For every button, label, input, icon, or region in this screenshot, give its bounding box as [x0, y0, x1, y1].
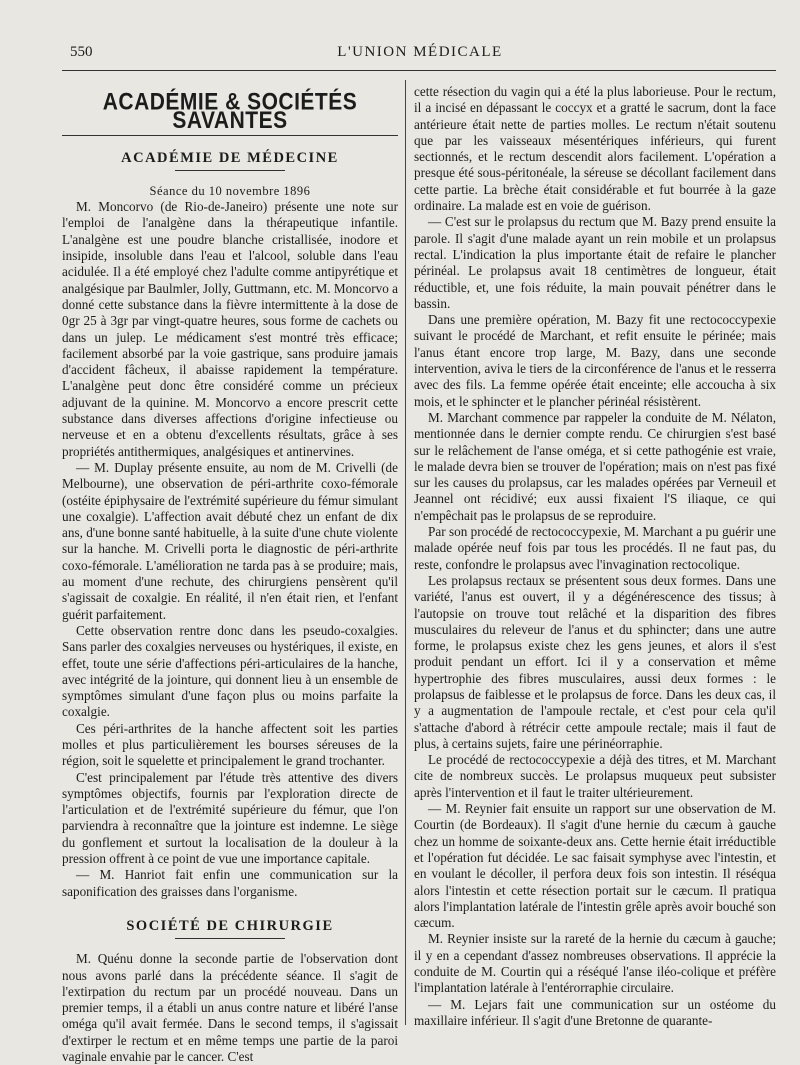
running-head: [70, 44, 770, 66]
page-number: 550: [70, 44, 93, 60]
paragraph: Cette observation rentre donc dans les pseudo-coxalgies. Sans parler des coxalgies nerveuses ou hystériques, il existe, en effet, toute une série d'affections péri-articulaires de la hanche, avec intégrité de la jointure, qui donnent lieu à un ensemble de symptômes simulant d'une façon plus ou moins parfaite la coxalgie.: [62, 622, 398, 720]
paragraph: C'est principalement par l'étude très attentive des divers symptômes objectifs, fournis par l'exploration directe de l'articulation et de l'extrémité supérieure du fémur, que l'on parviendra à reconnaître que la jointure est indemne. Le siège du gonflement et surtout la localisation de la douleur à la pression offrent à ce point de vue une importance capitale.: [62, 769, 398, 867]
academie-title: ACADÉMIE DE MÉDECINE: [121, 149, 339, 166]
paragraph: — M. Lejars fait une communication sur un ostéome du maxillaire inférieur. Il s'agit d'une Bretonne de quarante-: [414, 996, 776, 1028]
column-divider: [405, 80, 406, 1025]
section-title: ACADÉMIE & SOCIÉTÉS SAVANTES: [102, 88, 358, 135]
paragraph: M. Marchant commence par rappeler la conduite de M. Nélaton, mentionnée dans le dernier compte rendu. Ce chirurgien s'est basé sur le relâchement de l'anse oméga, et si cette pathogénie est vraie, le malade devra bien se trouver de l'opération; mais on n'est pas fixé sur les causes du prolapsus, car les malades opérées par Verneuil et Jeannel ont récidivé; eux aussi fixaient l'S iliaque, ce qui n'empêchait pas le prolapsus de se reproduire.: [414, 409, 776, 523]
section-rule: [62, 135, 398, 136]
header-rule: [62, 70, 776, 71]
paragraph: M. Moncorvo (de Rio-de-Janeiro) présente une note sur l'emploi de l'analgène dans la thérapeutique infantile. L'analgène est une poudre blanche cristallisée, inodore et insipide, insoluble dans l'eau et l'alcool, soluble dans l'eau acidulée. Il a été employé chez l'adulte comme antipyrétique et analgésique par Baulmler, Jolly, Guttmann, etc. M. Moncorvo a donné cette substance dans la fièvre intermittente à la dose de 0gr 25 à 3gr par vingt-quatre heures, sous forme de cachets ou dans un julep. Le médicament s'est montré très efficace; facilement absorbé par la voie gastrique, sans produire jamais d'accident fâcheux, il abaisse rapidement la température. L'analgène peut donc être considéré comme un précieux adjuvant de la quinine. M. Moncorvo a encore prescrit cette substance dans diverses affections d'origine infectieuse ou nerveuse et en a obtenu d'excellents résultats, grâce à ses propriétés antithermiques, analgésiques et antinervines.: [62, 199, 398, 459]
paragraph: M. Quénu donne la seconde partie de l'observation dont nous avons parlé dans la précédente séance. Il s'agit de l'extirpation du rectum par un procédé nouveau. Dans un premier temps, il a établi un anus contre nature et libéré l'anse oméga qu'il avait fermée. Dans le second temps, il s'agissait d'extirper le rectum et en même temps une partie de la paroi vaginale envahie par le cancer. C'est: [62, 951, 398, 1065]
chirurgie-title: SOCIÉTÉ DE CHIRURGIE: [126, 917, 334, 934]
paragraph: Dans une première opération, M. Bazy fit une rectococcypexie suivant le procédé de Marchant, et refit ensuite le périnée; mais l'anus étant encore trop large, M. Bazy, dans une seconde intervention, aviva le tiers de la circonférence de l'anus et le resserra avec des fils. La femme opérée était enceinte; elle accoucha à six mois, et le sphincter et le plancher périnéal résistèrent.: [414, 312, 776, 409]
paragraph: — M. Hanriot fait enfin une communication sur la saponification des graisses dans l'organisme.: [62, 867, 398, 899]
paragraph: — M. Reynier fait ensuite un rapport sur une observation de M. Courtin (de Bordeaux). Il s'agit d'une hernie du cæcum à gauche chez un homme de soixante-deux ans. Cette hernie était irréductible et l'opération fut décidée. Le sac faisait symphyse avec l'intestin, et en voulant le décoller, il perfora deux fois son intestin. Il réséqua alors l'intestin et cette résection portait sur le cæcum. Il pratiqua alors l'implantation latérale de l'intestin grêle après avoir bouché son cæcum.: [414, 801, 776, 931]
paragraph: Ces péri-arthrites de la hanche affectent soit les parties molles et plus particulièrement les bourses séreuses de la région, soit le squelette et principalement le grand trochanter.: [62, 720, 398, 769]
paragraph: M. Reynier insiste sur la rareté de la hernie du cæcum à gauche; il y en a cependant d'assez nombreuses observations. Il apprécie la conduite de M. Courtin qui a réséqué l'anse iléo-colique et préfère l'implantation latérale à l'entérorraphie circulaire.: [414, 931, 776, 996]
academie-rule: [175, 170, 285, 171]
paragraph: — M. Duplay présente ensuite, au nom de M. Crivelli (de Melbourne), une observation de péri-arthrite coxo-fémorale (ostéite épiphysaire de l'extrémité supérieure du fémur simulant une coxalgie). L'affection avait débuté chez un enfant de dix ans, d'une bonne santé habituelle, à la suite d'une chute violente sur la hanche. M. Crivelli porta le diagnostic de péri-arthrite coxo-fémorale. L'amélioration ne tarda pas à se produire; mais, au moment d'une rechute, des chirurgiens pensèrent qu'il s'agissait de coxalgie. En réalité, il n'en était rien, et l'enfant guérit parfaitement.: [62, 459, 398, 622]
paragraph: cette résection du vagin qui a été la plus laborieuse. Pour le rectum, il a incisé en dépassant le coccyx et a gratté le sacrum, dont la face antérieure était nette de parties molles. Le rectum n'était soutenu que par les vaisseaux mésentériques inférieurs, qui furent sectionnés, et le rectum descendit alors facilement. L'opération a presque été sous-péritonéale, la séreuse se décollant facilement dans cette partie. La brèche était considérable et fut bourrée à la gaze ordinaire. La malade est en voie de guérison.: [414, 84, 776, 214]
paragraph: Par son procédé de rectococcypexie, M. Marchant a pu guérir une malade opérée neuf fois par tous les procédés. Il ne faut pas, du reste, confondre le prolapsus avec l'invagination rectocolique.: [414, 524, 776, 572]
left-column: [62, 82, 398, 1065]
paragraph: — C'est sur le prolapsus du rectum que M. Bazy prend ensuite la parole. Il s'agit d'une malade ayant un rein mobile et un prolapsus rectal. L'indication la plus importante était de refaire le plancher périnéal. Le prolapsus avait 18 centimètres de longueur, était réductible, et, une fois réduite, la main pouvait pénétrer dans le bassin.: [414, 214, 776, 311]
paragraph: Le procédé de rectococcypexie a déjà des titres, et M. Marchant cite de nombreux succès. Le prolapsus muqueux peut subsister après l'intervention et il faut le traiter ultérieurement.: [414, 752, 776, 800]
paragraph: Les prolapsus rectaux se présentent sous deux formes. Dans une variété, l'anus est ouvert, il y a dégénérescence des tissus; à l'autopsie on trouve tout relâché et la disparition des fibres musculaires du releveur de l'anus et du sphincter; dans une autre forme, le prolapsus existe chez les gens jeunes, et alors il s'est produit pendant un effort. Ici il y a conservation et même hypertrophie des fibres musculaires, aussi deux formes : le prolapsus de faiblesse et le prolapsus de force. Dans les deux cas, il y a augmentation de l'ampoule rectale, et c'est pour cela qu'il s'attache d'abord à rétrécir cette ampoule rectale; mais il faut de plus, à certains sujets, faire une périnéorraphie.: [414, 572, 776, 751]
journal-title: L'UNION MÉDICALE: [337, 44, 503, 60]
chirurgie-rule: [175, 938, 285, 939]
session-date: Séance du 10 novembre 1896: [149, 183, 311, 198]
right-column: [414, 84, 776, 1029]
